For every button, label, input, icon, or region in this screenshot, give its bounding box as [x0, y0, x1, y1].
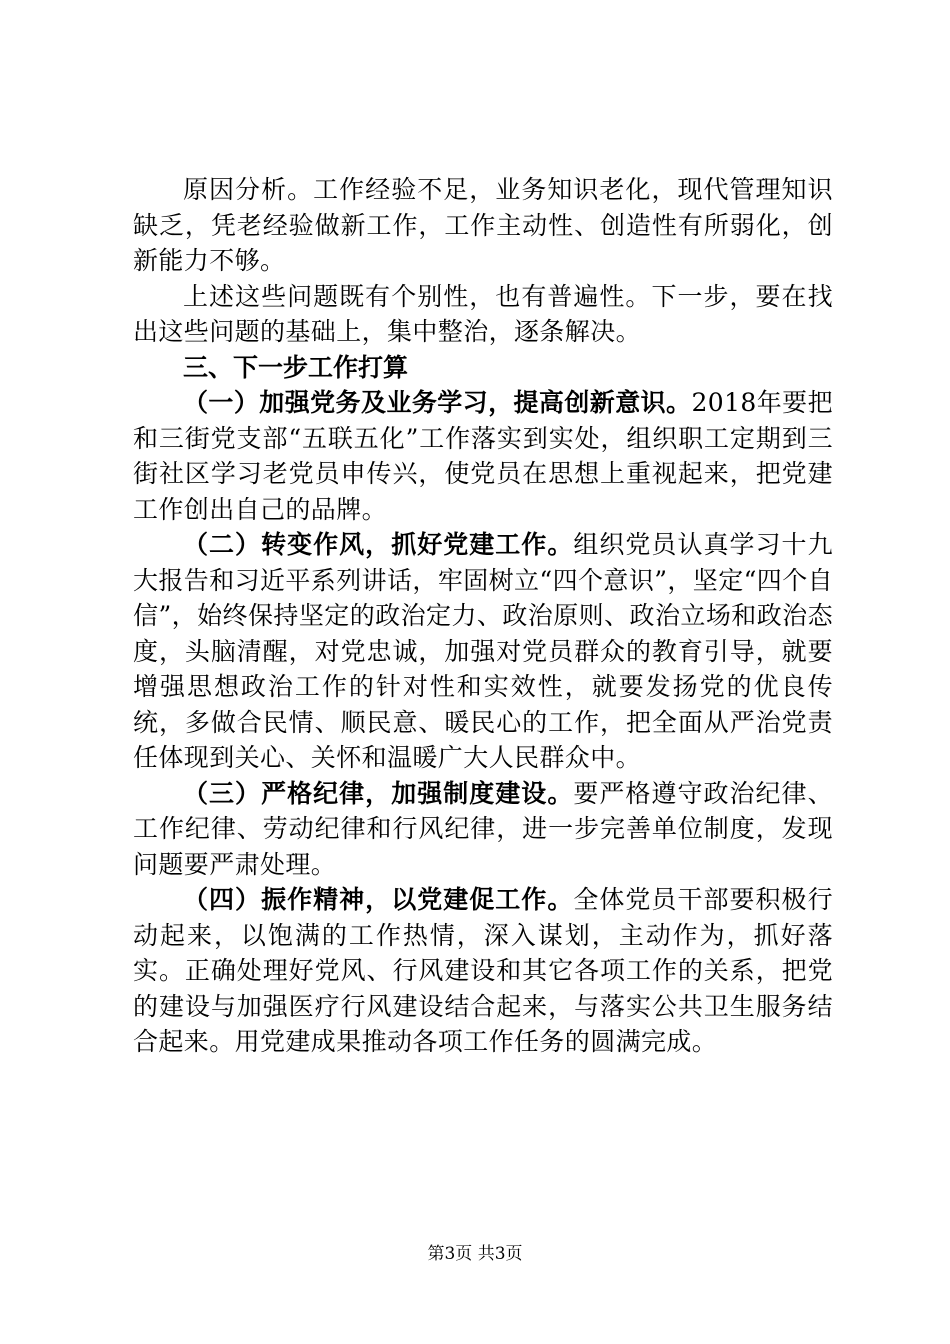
paragraph-problem-summary: 上述这些问题既有个别性，也有普遍性。下一步，要在找出这些问题的基础上，集中整治，逐条解决。 [133, 281, 833, 346]
item-lead-4: （四）振作精神，以党建促工作。 [183, 885, 574, 914]
item-text-4: 全体党员干部要积极行动起来，以饱满的工作热情，深入谋划，主动作为，抓好落实。正确处理好党风、行风建设和其它各项工作的关系，把党的建设与加强医疗行风建设结合起来，与落实公共卫生服务结合起来。用党建成果推动各项工作任务的圆满完成。 [133, 885, 833, 1056]
item-paragraph-4 [133, 882, 833, 1060]
item-lead-3: （三）严格纪律，加强制度建设。 [183, 778, 574, 808]
item-paragraph-1 [133, 385, 833, 527]
document-body [133, 172, 833, 1060]
item-text-2: 组织党员认真学习十九大报告和习近平系列讲话，牢固树立“四个意识”，坚定“四个自信”，始终保持坚定的政治定力、政治原则、政治立场和政治态度，头脑清醒，对党忠诚，加强对党员群众的教育引导，就要增强思想政治工作的针对性和实效性，就要发扬党的优良传统，多做合民情、顺民意、暖民心的工作，把全面从严治党责任体现到关心、关怀和温暖广大人民群众中。 [133, 530, 833, 772]
page-footer [0, 1243, 950, 1265]
section-heading: 三、下一步工作打算 [183, 352, 409, 382]
item-text-1: 2018年要把和三街党支部“五联五化”工作落实到实处，组织职工定期到三街社区学习老党员申传兴，使党员在思想上重视起来，把党建工作创出自己的品牌。 [133, 388, 833, 524]
item-lead-1: （一）加强党务及业务学习，提高创新意识。 [183, 388, 692, 417]
item-lead-2: （二）转变作风，抓好党建工作。 [183, 530, 574, 559]
page-number: 第3页 共3页 [427, 1244, 523, 1264]
item-paragraph-3 [133, 776, 833, 883]
item-text-3: 要严格遵守政治纪律、工作纪律、劳动纪律和行风纪律，进一步完善单位制度，发现问题要严肃处理。 [133, 778, 833, 879]
item-paragraph-2 [133, 527, 833, 776]
paragraph-cause-analysis: 原因分析。工作经验不足，业务知识老化，现代管理知识缺乏，凭老经验做新工作，工作主动性、创造性有所弱化，创新能力不够。 [133, 175, 833, 275]
